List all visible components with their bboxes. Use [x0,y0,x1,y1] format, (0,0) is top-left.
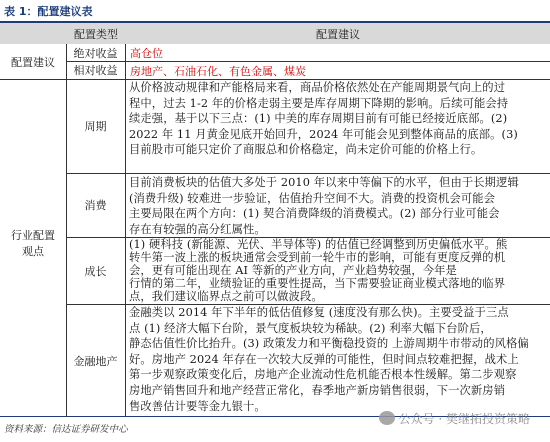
text-line: 程中，过去 1-2 年的价格走弱主要是库存周期下降期的影响。后续可能会持 [129,96,509,110]
industry-type-finance-realestate: 金融地产 [73,354,118,368]
text-line: 续走强，基于以下三点：(1) 中美的库存周期目前有可能已经接近底部。(2) [129,112,508,126]
text-line: (消费升级) 较难进一步验证，估值抬升空间不大。消费的投资机会可能会 [129,191,496,205]
text-line: 目前消费板块的估值大多处于 2010 年以来中等偏下的水平，但由于长期逻辑 [129,176,519,189]
config-label: 配置建议 [11,55,55,69]
source-note: 资料来源：信达证券研发中心 [4,424,128,435]
header-config-advice: 配置建议 [316,28,360,41]
divider [66,173,550,174]
text-line: 行情的第二年，业绩验证的重要性提高，当下需要验证商业模式落地的临界 [129,277,506,291]
text-line: 转牛第一波上涨的板块通常会受到前一轮牛市的影响，可能有更度反弹的机 [129,251,506,265]
text-line: 点 (1) 经济大幅下台阶，景气度板块较为稀缺。(2) 利率大幅下台阶后， [129,321,492,335]
wechat-icon [379,411,395,425]
config-table [0,21,550,417]
industry-text-growth [129,238,545,303]
watermark-text: 公众号 · 樊继拓投资策略 [398,412,530,426]
config-value-relative: 房地产、石油石化、有色金属、煤炭 [130,65,306,78]
config-type-relative: 相对收益 [73,64,118,77]
text-line: 目前股市可能只定价了商服总和价格稳定，尚未定价可能的价格上行。 [129,143,483,157]
config-type-absolute: 绝对收益 [73,46,118,60]
industry-text-consumer [129,175,545,237]
text-line: 点，我们建议临界点之前可以做波段。 [129,290,323,304]
text-line: (1) 硬科技 (新能源、光伏、半导体等) 的估值已经调整到历史偏低水平。熊 [129,238,508,251]
industry-label [0,228,66,260]
industry-text-cycle [129,80,545,158]
text-line: 从价格波动规律和产能格局来看，商品价格依然处在产能周期景气向上的过 [129,81,506,94]
text-line: 第一步观察政策变化后，房地产企业流动性危机能否根本性缓解。第二步观察 [129,368,517,382]
industry-label-line2: 观点 [22,245,44,258]
text-line: 房地产销售回升和地产经营正常化，春季地产新房销售很弱，下一次新房销 [129,383,506,397]
industry-type-consumer: 消费 [84,199,107,212]
table-header [0,23,550,44]
text-line: 好。房地产 2024 年存在一次较大反弹的可能性，但时间点较难把握，战术上 [129,352,519,366]
industry-label-line1: 行业配置 [11,229,55,242]
header-config-type: 配置类型 [74,28,118,41]
text-line: 金融类以 2014 年下半年的低估值修复 (速度没有那么快)。主要受益于三点 [129,306,509,319]
industry-type-cycle: 周期 [84,120,107,133]
text-line: 售改善估计要等金九银十。 [129,399,266,413]
text-line: 存在有较强的高分红属性。 [129,222,266,236]
text-line: 主要局限在两个方向：(1) 契合消费降级的消费模式。(2) 部分行业可能会 [129,207,500,221]
industry-type-growth: 成长 [84,264,107,278]
table-title: 表 1：配置建议表 [4,5,93,18]
text-line: 会，更有可能出现在 AI 等新的产业方向，产业趋势较强，今年是 [129,264,457,278]
text-line: 静态估值性价比抬升。(3) 政策发力和平衡稳投资的 上游周期牛市带动的风格偏 [129,337,529,351]
divider [125,44,126,417]
config-value-absolute: 高仓位 [130,47,163,60]
text-line: 2022 年 11 月黄金见底开始回升，2024 年可能会见到整体商品的底部。(3) [129,127,518,141]
watermark [379,410,530,427]
industry-text-finance-realestate [129,305,545,414]
